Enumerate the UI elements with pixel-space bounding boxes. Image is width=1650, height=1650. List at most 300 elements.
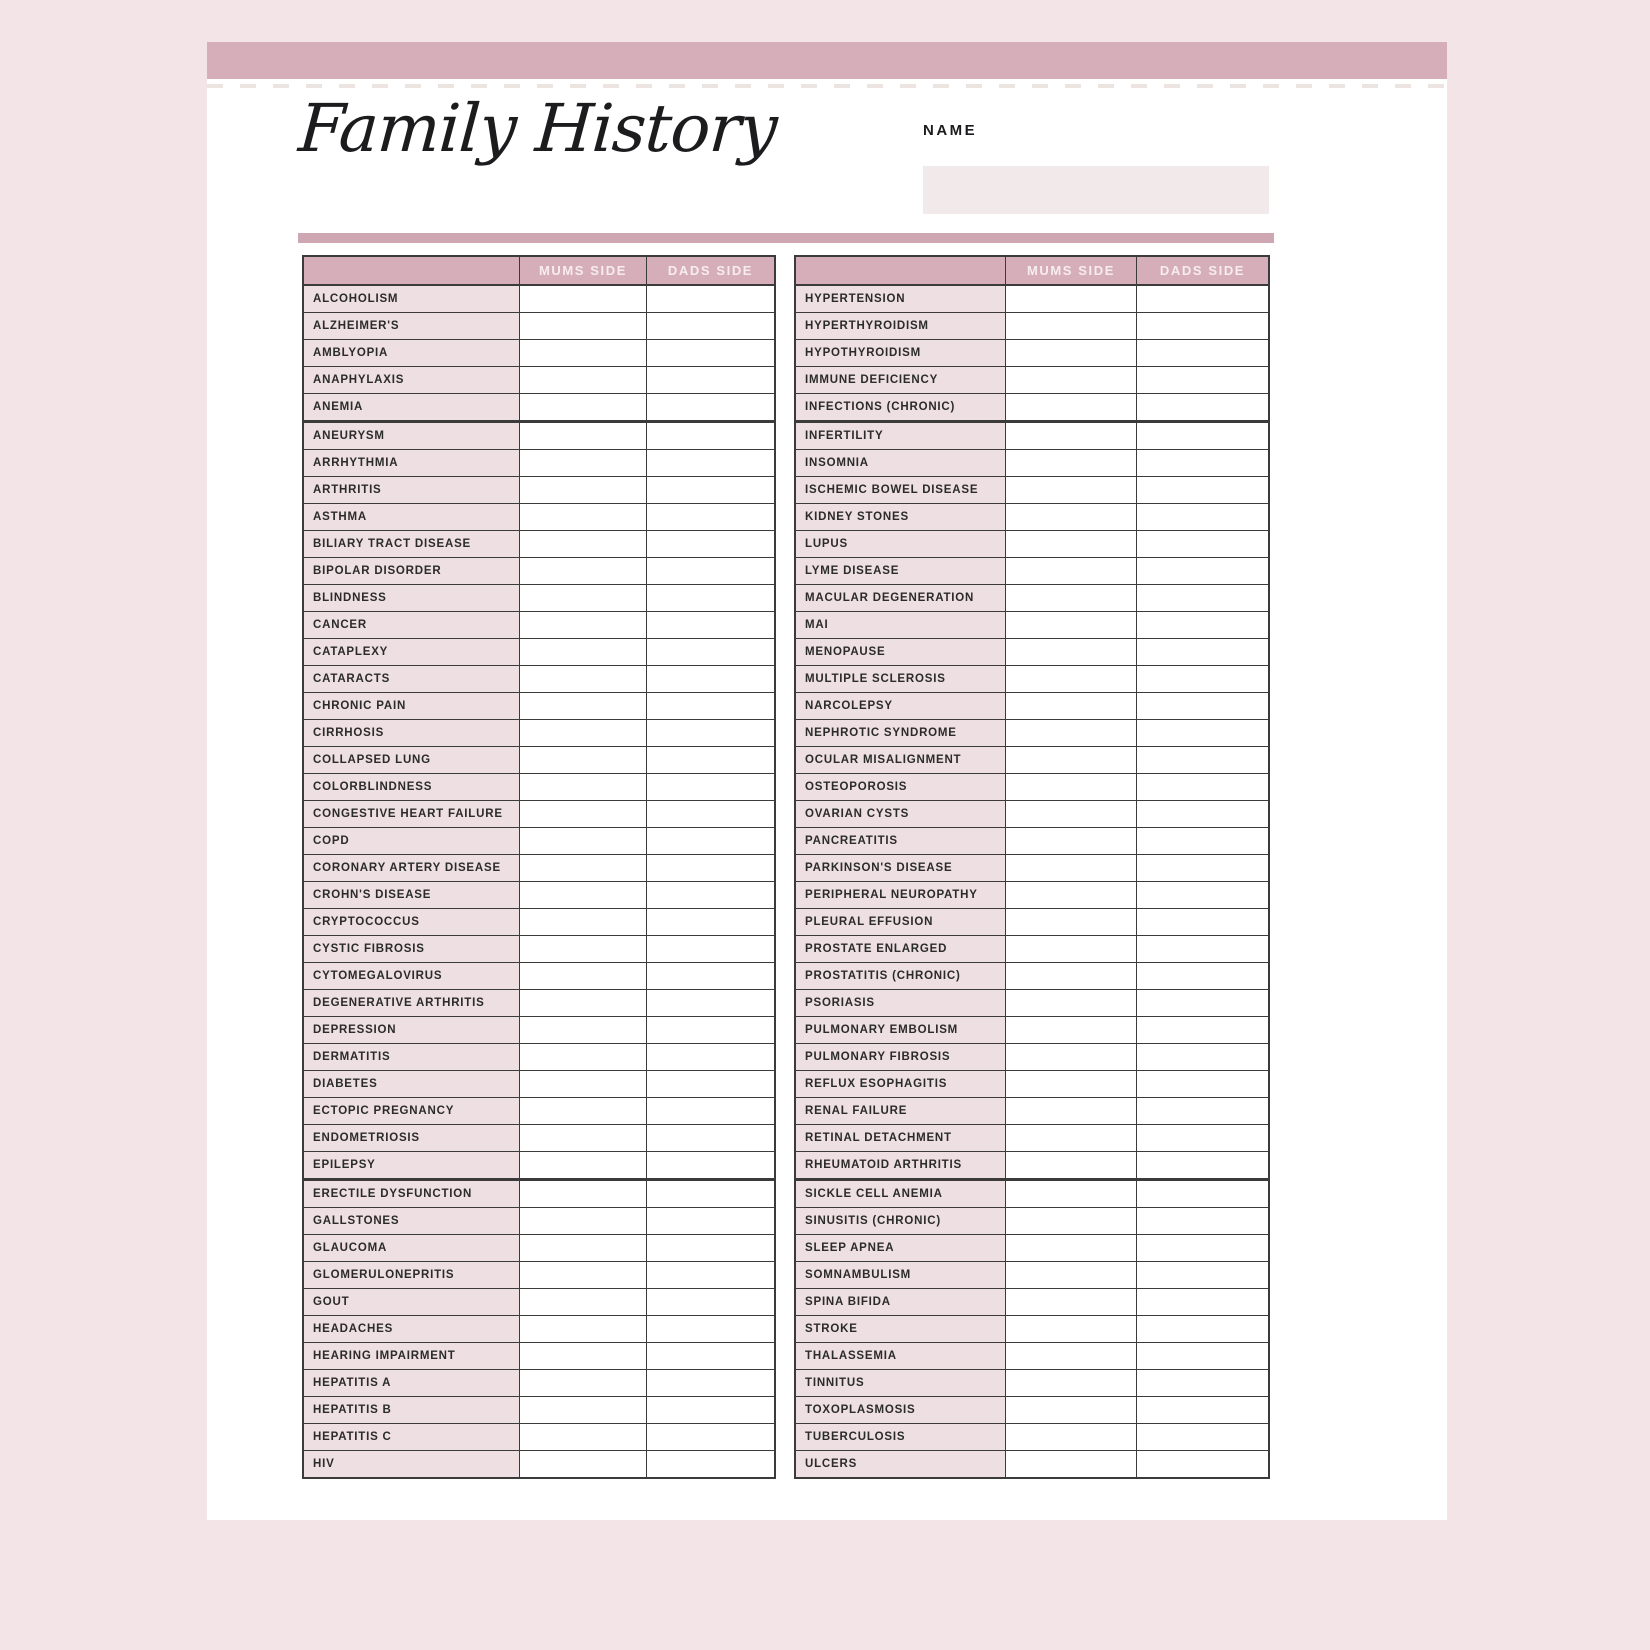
dads-side-cell[interactable]	[1137, 313, 1268, 339]
condition-label: GOUT	[304, 1289, 520, 1315]
dads-side-cell[interactable]	[647, 394, 774, 420]
table-row	[304, 1071, 774, 1098]
mums-side-cell[interactable]	[1006, 1181, 1137, 1207]
table-right	[794, 255, 1270, 1479]
dads-side-cell[interactable]	[647, 1152, 774, 1178]
dads-side-cell[interactable]	[647, 963, 774, 989]
table-row	[796, 1316, 1268, 1343]
mums-side-cell[interactable]	[520, 585, 647, 611]
dads-side-cell[interactable]	[647, 558, 774, 584]
dads-side-cell[interactable]	[1137, 693, 1268, 719]
condition-label: PLEURAL EFFUSION	[796, 909, 1006, 935]
mums-side-cell[interactable]	[520, 1125, 647, 1151]
table-row	[304, 1152, 774, 1181]
mums-side-cell[interactable]	[520, 882, 647, 908]
table-row	[304, 340, 774, 367]
dads-side-cell[interactable]	[1137, 450, 1268, 476]
dads-side-cell[interactable]	[1137, 394, 1268, 420]
dads-side-cell[interactable]	[1137, 1098, 1268, 1124]
dads-side-cell[interactable]	[1137, 963, 1268, 989]
dads-side-cell[interactable]	[647, 747, 774, 773]
mums-side-cell[interactable]	[520, 394, 647, 420]
dads-side-cell[interactable]	[647, 286, 774, 312]
dads-side-cell[interactable]	[1137, 1262, 1268, 1288]
dads-side-cell[interactable]	[1137, 990, 1268, 1016]
condition-label: MULTIPLE SCLEROSIS	[796, 666, 1006, 692]
mums-side-cell[interactable]	[520, 313, 647, 339]
mums-side-cell[interactable]	[520, 1181, 647, 1207]
table-row	[796, 394, 1268, 423]
condition-label: BIPOLAR DISORDER	[304, 558, 520, 584]
condition-label: NARCOLEPSY	[796, 693, 1006, 719]
table-row	[796, 1125, 1268, 1152]
dads-side-cell[interactable]	[1137, 909, 1268, 935]
mums-side-cell[interactable]	[1006, 774, 1137, 800]
mums-side-cell[interactable]	[520, 990, 647, 1016]
table-row	[304, 936, 774, 963]
condition-label: PROSTATE ENLARGED	[796, 936, 1006, 962]
dads-side-cell[interactable]	[1137, 639, 1268, 665]
mums-side-cell[interactable]	[520, 1451, 647, 1477]
dads-side-cell[interactable]	[1137, 1451, 1268, 1477]
mums-side-cell[interactable]	[520, 1289, 647, 1315]
mums-side-cell[interactable]	[1006, 340, 1137, 366]
dads-side-cell[interactable]	[1137, 855, 1268, 881]
condition-label: IMMUNE DEFICIENCY	[796, 367, 1006, 393]
mums-side-cell[interactable]	[1006, 1125, 1137, 1151]
mums-side-cell[interactable]	[1006, 1451, 1137, 1477]
dads-side-cell[interactable]	[647, 1098, 774, 1124]
mums-side-cell[interactable]	[1006, 477, 1137, 503]
table-row	[304, 531, 774, 558]
table-row	[796, 1289, 1268, 1316]
condition-label: CONGESTIVE HEART FAILURE	[304, 801, 520, 827]
mums-side-cell[interactable]	[520, 450, 647, 476]
mums-side-cell[interactable]	[520, 1208, 647, 1234]
dads-side-cell[interactable]	[647, 367, 774, 393]
condition-label: CROHN'S DISEASE	[304, 882, 520, 908]
mums-side-cell[interactable]	[520, 774, 647, 800]
table-row	[796, 477, 1268, 504]
dads-side-cell[interactable]	[647, 1235, 774, 1261]
dads-side-cell[interactable]	[1137, 1235, 1268, 1261]
condition-label: SINUSITIS (CHRONIC)	[796, 1208, 1006, 1234]
table-row	[796, 1343, 1268, 1370]
condition-label: CHRONIC PAIN	[304, 693, 520, 719]
mums-side-cell[interactable]	[520, 855, 647, 881]
column-header-blank	[796, 257, 1006, 284]
condition-label: ANEMIA	[304, 394, 520, 420]
condition-label: ALZHEIMER'S	[304, 313, 520, 339]
mums-side-cell[interactable]	[520, 558, 647, 584]
condition-label: STROKE	[796, 1316, 1006, 1342]
dads-side-cell[interactable]	[647, 774, 774, 800]
dads-side-cell[interactable]	[647, 1262, 774, 1288]
dads-side-cell[interactable]	[647, 1289, 774, 1315]
mums-side-cell[interactable]	[520, 1044, 647, 1070]
mums-side-cell[interactable]	[1006, 1071, 1137, 1097]
dads-side-cell[interactable]	[1137, 367, 1268, 393]
condition-label: ARTHRITIS	[304, 477, 520, 503]
condition-label: CYSTIC FIBROSIS	[304, 936, 520, 962]
dads-side-cell[interactable]	[1137, 1370, 1268, 1396]
table-left-header-row	[304, 257, 774, 286]
dads-side-cell[interactable]	[1137, 1181, 1268, 1207]
table-row	[796, 531, 1268, 558]
mums-side-cell[interactable]	[1006, 828, 1137, 854]
mums-side-cell[interactable]	[520, 286, 647, 312]
dads-side-cell[interactable]	[1137, 531, 1268, 557]
dads-side-cell[interactable]	[647, 1397, 774, 1423]
mums-side-cell[interactable]	[1006, 450, 1137, 476]
dads-side-cell[interactable]	[647, 531, 774, 557]
mums-side-cell[interactable]	[1006, 639, 1137, 665]
dads-side-cell[interactable]	[647, 612, 774, 638]
table-row	[304, 612, 774, 639]
table-row	[304, 1370, 774, 1397]
table-row	[304, 1181, 774, 1208]
mums-side-cell[interactable]	[520, 693, 647, 719]
table-row	[304, 1424, 774, 1451]
mums-side-cell[interactable]	[520, 1235, 647, 1261]
dads-side-cell[interactable]	[647, 1208, 774, 1234]
table-row	[304, 666, 774, 693]
condition-label: REFLUX ESOPHAGITIS	[796, 1071, 1006, 1097]
mums-side-cell[interactable]	[520, 1370, 647, 1396]
dads-side-cell[interactable]	[647, 450, 774, 476]
dads-side-cell[interactable]	[1137, 1125, 1268, 1151]
page-title: Family History	[296, 90, 780, 167]
mums-side-cell[interactable]	[520, 1316, 647, 1342]
dads-side-cell[interactable]	[1137, 720, 1268, 746]
mums-side-cell[interactable]	[520, 1397, 647, 1423]
condition-label: TOXOPLASMOSIS	[796, 1397, 1006, 1423]
mums-side-cell[interactable]	[1006, 855, 1137, 881]
mums-side-cell[interactable]	[1006, 936, 1137, 962]
condition-label: BLINDNESS	[304, 585, 520, 611]
condition-label: CIRRHOSIS	[304, 720, 520, 746]
dads-side-cell[interactable]	[647, 693, 774, 719]
dads-side-cell[interactable]	[647, 909, 774, 935]
mums-side-cell[interactable]	[1006, 747, 1137, 773]
condition-label: RETINAL DETACHMENT	[796, 1125, 1006, 1151]
mums-side-cell[interactable]	[1006, 313, 1137, 339]
mums-side-cell[interactable]	[1006, 909, 1137, 935]
mums-side-cell[interactable]	[1006, 1397, 1137, 1423]
condition-label: PULMONARY FIBROSIS	[796, 1044, 1006, 1070]
dads-side-cell[interactable]	[647, 1343, 774, 1369]
dads-side-cell[interactable]	[647, 828, 774, 854]
dads-side-cell[interactable]	[647, 855, 774, 881]
dads-side-cell[interactable]	[1137, 477, 1268, 503]
condition-label: COPD	[304, 828, 520, 854]
table-row	[304, 990, 774, 1017]
mums-side-cell[interactable]	[520, 1071, 647, 1097]
condition-label: HEPATITIS B	[304, 1397, 520, 1423]
condition-label: SPINA BIFIDA	[796, 1289, 1006, 1315]
mums-side-cell[interactable]	[520, 828, 647, 854]
dads-side-cell[interactable]	[1137, 558, 1268, 584]
dads-side-cell[interactable]	[1137, 936, 1268, 962]
mums-side-cell[interactable]	[520, 612, 647, 638]
table-row	[796, 1397, 1268, 1424]
dads-side-cell[interactable]	[1137, 1152, 1268, 1178]
section-divider	[298, 233, 1274, 243]
mums-side-cell[interactable]	[1006, 1044, 1137, 1070]
mums-side-cell[interactable]	[1006, 963, 1137, 989]
mums-side-cell[interactable]	[520, 504, 647, 530]
table-row	[796, 313, 1268, 340]
dads-side-cell[interactable]	[1137, 340, 1268, 366]
condition-label: SLEEP APNEA	[796, 1235, 1006, 1261]
dads-side-cell[interactable]	[1137, 1424, 1268, 1450]
condition-label: MENOPAUSE	[796, 639, 1006, 665]
condition-label: CYTOMEGALOVIRUS	[304, 963, 520, 989]
dads-side-cell[interactable]	[1137, 286, 1268, 312]
dads-side-cell[interactable]	[647, 504, 774, 530]
condition-label: DEGENERATIVE ARTHRITIS	[304, 990, 520, 1016]
mums-side-cell[interactable]	[520, 1098, 647, 1124]
table-row	[304, 1451, 774, 1477]
dads-side-cell[interactable]	[647, 882, 774, 908]
condition-label: CORONARY ARTERY DISEASE	[304, 855, 520, 881]
table-row	[796, 286, 1268, 313]
column-header-dads: DADS SIDE	[667, 263, 754, 278]
dads-side-cell[interactable]	[647, 1316, 774, 1342]
condition-label: HYPERTHYROIDISM	[796, 313, 1006, 339]
table-row	[796, 882, 1268, 909]
table-row	[304, 774, 774, 801]
condition-label: PROSTATITIS (CHRONIC)	[796, 963, 1006, 989]
mums-side-cell[interactable]	[1006, 990, 1137, 1016]
dads-side-cell[interactable]	[1137, 1289, 1268, 1315]
table-left-body	[304, 286, 774, 1477]
mums-side-cell[interactable]	[1006, 1289, 1137, 1315]
mums-side-cell[interactable]	[1006, 585, 1137, 611]
table-row	[796, 1044, 1268, 1071]
name-input[interactable]	[923, 166, 1269, 214]
condition-label: PARKINSON'S DISEASE	[796, 855, 1006, 881]
mums-side-cell[interactable]	[1006, 531, 1137, 557]
mums-side-cell[interactable]	[520, 1343, 647, 1369]
condition-label: PERIPHERAL NEUROPATHY	[796, 882, 1006, 908]
table-row	[796, 450, 1268, 477]
condition-label: PANCREATITIS	[796, 828, 1006, 854]
mums-side-cell[interactable]	[520, 367, 647, 393]
dads-side-cell[interactable]	[1137, 612, 1268, 638]
condition-label: ARRHYTHMIA	[304, 450, 520, 476]
condition-label: ERECTILE DYSFUNCTION	[304, 1181, 520, 1207]
mums-side-cell[interactable]	[1006, 1343, 1137, 1369]
mums-side-cell[interactable]	[520, 1017, 647, 1043]
condition-label: SOMNAMBULISM	[796, 1262, 1006, 1288]
dads-side-cell[interactable]	[1137, 1343, 1268, 1369]
mums-side-cell[interactable]	[1006, 286, 1137, 312]
dads-side-cell[interactable]	[647, 936, 774, 962]
dads-side-cell[interactable]	[1137, 1017, 1268, 1043]
mums-side-cell[interactable]	[520, 909, 647, 935]
mums-side-cell[interactable]	[1006, 367, 1137, 393]
table-row	[304, 1289, 774, 1316]
mums-side-cell[interactable]	[520, 936, 647, 962]
mums-side-cell[interactable]	[520, 531, 647, 557]
dads-side-cell[interactable]	[647, 1451, 774, 1477]
condition-label: ANEURYSM	[304, 423, 520, 449]
condition-label: GALLSTONES	[304, 1208, 520, 1234]
table-row	[796, 1071, 1268, 1098]
dads-side-cell[interactable]	[647, 313, 774, 339]
dads-side-cell[interactable]	[647, 666, 774, 692]
column-header-blank	[304, 257, 520, 284]
condition-label: PSORIASIS	[796, 990, 1006, 1016]
condition-label: DIABETES	[304, 1071, 520, 1097]
column-header-mums: MUMS SIDE	[520, 257, 647, 284]
mums-side-cell[interactable]	[1006, 693, 1137, 719]
dads-side-cell[interactable]	[1137, 1316, 1268, 1342]
mums-side-cell[interactable]	[520, 963, 647, 989]
dads-side-cell[interactable]	[647, 1370, 774, 1396]
mums-side-cell[interactable]	[520, 747, 647, 773]
condition-label: MAI	[796, 612, 1006, 638]
mums-side-cell[interactable]	[1006, 1098, 1137, 1124]
table-row	[304, 423, 774, 450]
dads-side-cell[interactable]	[647, 1181, 774, 1207]
table-row	[304, 558, 774, 585]
condition-label: COLORBLINDNESS	[304, 774, 520, 800]
mums-side-cell[interactable]	[1006, 801, 1137, 827]
mums-side-cell[interactable]	[520, 801, 647, 827]
header-band	[207, 42, 1447, 79]
mums-side-cell[interactable]	[520, 340, 647, 366]
mums-side-cell[interactable]	[1006, 882, 1137, 908]
condition-label: HIV	[304, 1451, 520, 1477]
dads-side-cell[interactable]	[647, 720, 774, 746]
table-row	[796, 693, 1268, 720]
mums-side-cell[interactable]	[520, 720, 647, 746]
table-row	[796, 1370, 1268, 1397]
condition-label: OCULAR MISALIGNMENT	[796, 747, 1006, 773]
mums-side-cell[interactable]	[1006, 666, 1137, 692]
dads-side-cell[interactable]	[647, 801, 774, 827]
mums-side-cell[interactable]	[520, 666, 647, 692]
mums-side-cell[interactable]	[1006, 1370, 1137, 1396]
dads-side-cell[interactable]	[647, 340, 774, 366]
dads-side-cell[interactable]	[647, 1017, 774, 1043]
decorative-dashes	[207, 84, 1447, 88]
condition-label: ALCOHOLISM	[304, 286, 520, 312]
table-row	[304, 1125, 774, 1152]
condition-label: ECTOPIC PREGNANCY	[304, 1098, 520, 1124]
dads-side-cell[interactable]	[647, 1044, 774, 1070]
mums-side-cell[interactable]	[1006, 1235, 1137, 1261]
dads-side-cell[interactable]	[1137, 801, 1268, 827]
mums-side-cell[interactable]	[1006, 558, 1137, 584]
table-row	[796, 1098, 1268, 1125]
condition-label: LYME DISEASE	[796, 558, 1006, 584]
dads-side-cell[interactable]	[1137, 1208, 1268, 1234]
dads-side-cell[interactable]	[1137, 1397, 1268, 1423]
dads-side-cell[interactable]	[647, 639, 774, 665]
mums-side-cell[interactable]	[1006, 1262, 1137, 1288]
mums-side-cell[interactable]	[1006, 394, 1137, 420]
dads-side-cell[interactable]	[1137, 504, 1268, 530]
table-row	[796, 855, 1268, 882]
dads-side-cell[interactable]	[1137, 1071, 1268, 1097]
dads-side-cell[interactable]	[1137, 666, 1268, 692]
dads-side-cell[interactable]	[1137, 882, 1268, 908]
table-row	[796, 1451, 1268, 1477]
mums-side-cell[interactable]	[1006, 1017, 1137, 1043]
mums-side-cell[interactable]	[520, 639, 647, 665]
mums-side-cell[interactable]	[1006, 1208, 1137, 1234]
mums-side-cell[interactable]	[520, 1424, 647, 1450]
dads-side-cell[interactable]	[647, 477, 774, 503]
table-row	[304, 1316, 774, 1343]
dads-side-cell[interactable]	[1137, 585, 1268, 611]
dads-side-cell[interactable]	[1137, 774, 1268, 800]
condition-label: LUPUS	[796, 531, 1006, 557]
mums-side-cell[interactable]	[520, 1262, 647, 1288]
table-row	[796, 1424, 1268, 1451]
condition-label: ASTHMA	[304, 504, 520, 530]
dads-side-cell[interactable]	[1137, 423, 1268, 449]
dads-side-cell[interactable]	[647, 1071, 774, 1097]
column-header-mums: MUMS SIDE	[1006, 257, 1137, 284]
dads-side-cell[interactable]	[647, 1424, 774, 1450]
condition-label: RENAL FAILURE	[796, 1098, 1006, 1124]
table-row	[796, 1235, 1268, 1262]
mums-side-cell[interactable]	[520, 477, 647, 503]
table-row	[796, 828, 1268, 855]
table-row	[304, 286, 774, 313]
mums-side-cell[interactable]	[1006, 1316, 1137, 1342]
condition-label: NEPHROTIC SYNDROME	[796, 720, 1006, 746]
condition-label: CATAPLEXY	[304, 639, 520, 665]
table-row	[796, 720, 1268, 747]
dads-side-cell[interactable]	[647, 423, 774, 449]
mums-side-cell[interactable]	[1006, 1152, 1137, 1178]
dads-side-cell[interactable]	[647, 1125, 774, 1151]
mums-side-cell[interactable]	[1006, 504, 1137, 530]
table-row	[304, 394, 774, 423]
mums-side-cell[interactable]	[1006, 423, 1137, 449]
mums-side-cell[interactable]	[1006, 612, 1137, 638]
condition-label: TUBERCULOSIS	[796, 1424, 1006, 1450]
dads-side-cell[interactable]	[1137, 828, 1268, 854]
table-row	[304, 828, 774, 855]
condition-label: KIDNEY STONES	[796, 504, 1006, 530]
dads-side-cell[interactable]	[647, 990, 774, 1016]
table-row	[796, 612, 1268, 639]
mums-side-cell[interactable]	[1006, 720, 1137, 746]
condition-label: ANAPHYLAXIS	[304, 367, 520, 393]
dads-side-cell[interactable]	[1137, 747, 1268, 773]
table-row	[304, 801, 774, 828]
table-row	[304, 963, 774, 990]
dads-side-cell[interactable]	[647, 585, 774, 611]
mums-side-cell[interactable]	[520, 423, 647, 449]
dads-side-cell[interactable]	[1137, 1044, 1268, 1070]
table-row	[304, 450, 774, 477]
condition-label: MACULAR DEGENERATION	[796, 585, 1006, 611]
condition-label: BILIARY TRACT DISEASE	[304, 531, 520, 557]
table-right-body	[796, 286, 1268, 1477]
name-label: NAME	[923, 122, 978, 139]
condition-label: TINNITUS	[796, 1370, 1006, 1396]
mums-side-cell[interactable]	[1006, 1424, 1137, 1450]
mums-side-cell[interactable]	[520, 1152, 647, 1178]
table-row	[796, 1262, 1268, 1289]
